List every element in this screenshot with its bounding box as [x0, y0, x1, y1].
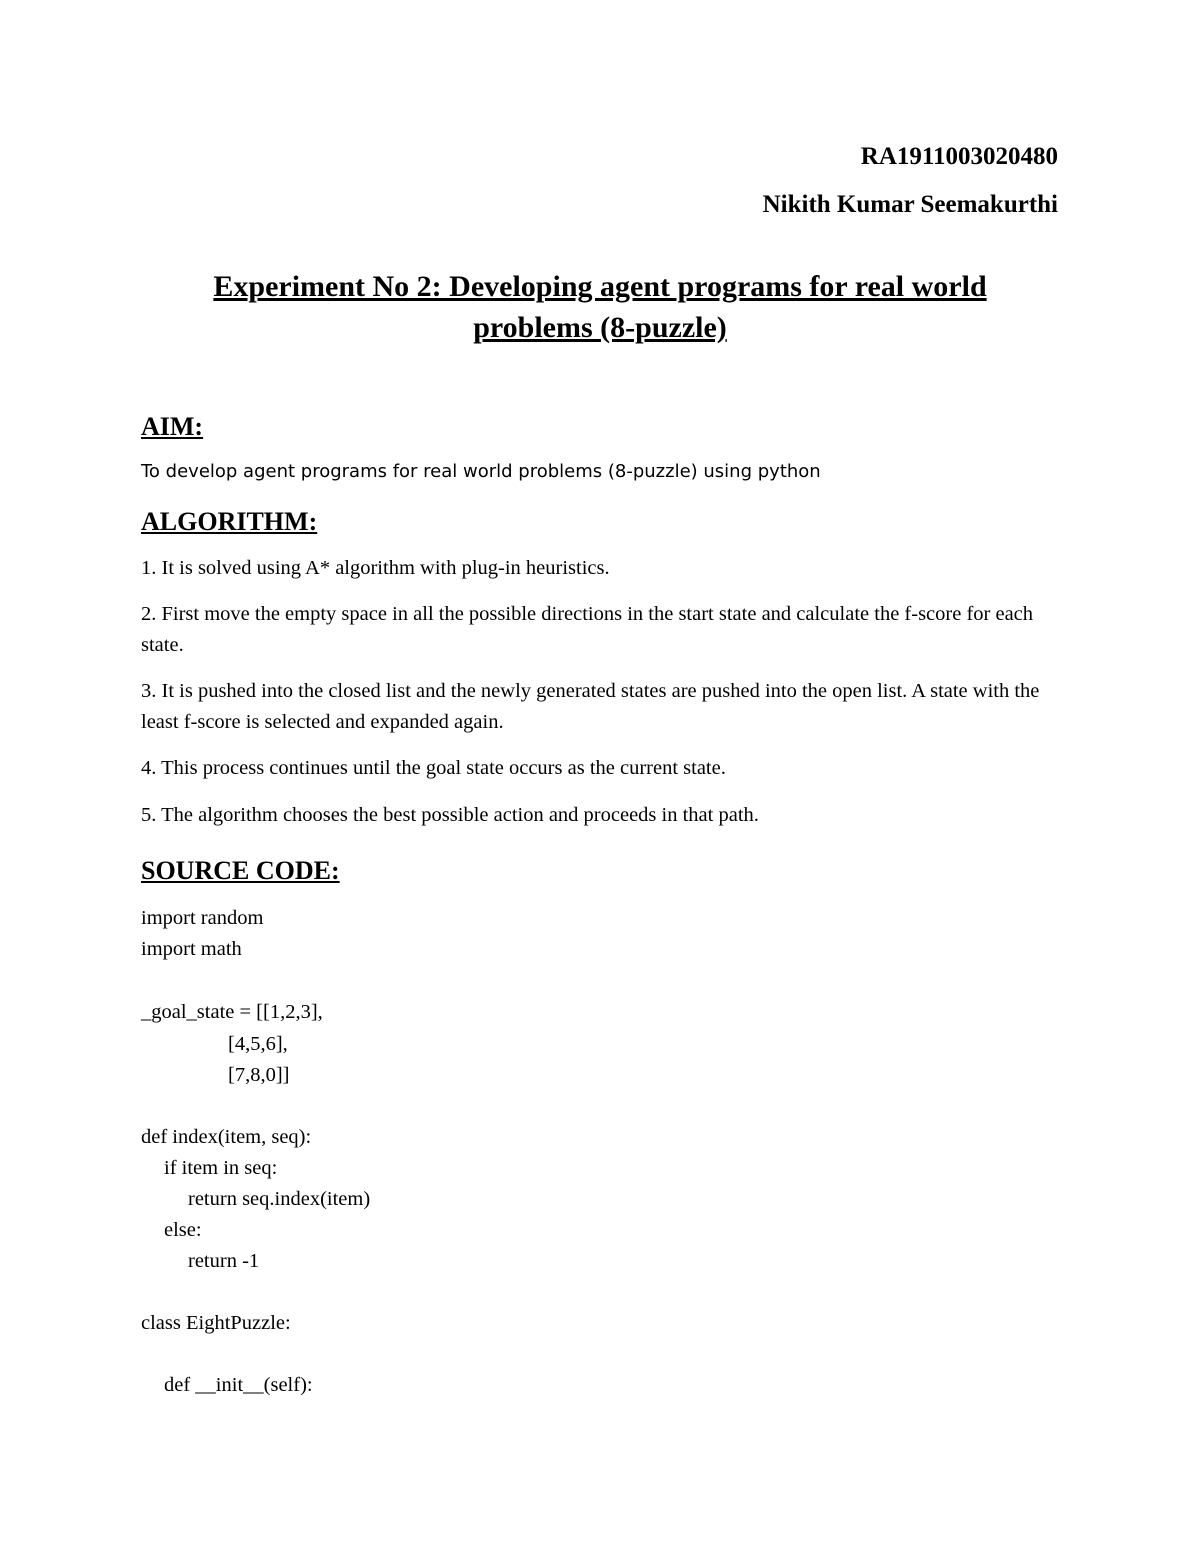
algorithm-step: 5. The algorithm chooses the best possible action and proceeds in that path. — [141, 804, 759, 826]
code-line: import random — [141, 907, 264, 929]
code-line: def index(item, seq): — [141, 1126, 312, 1148]
code-line: if item in seq: — [164, 1157, 278, 1179]
student-name: Nikith Kumar Seemakurthi — [762, 191, 1058, 218]
algorithm-step: 3. It is pushed into the closed list and the newly generated states are pushed into the open list. A state with the least f-score is selected and expanded again. — [141, 680, 1040, 733]
code-line: else: — [164, 1219, 202, 1241]
aim-heading: AIM: — [141, 412, 204, 441]
source-code-heading: SOURCE CODE: — [141, 856, 340, 885]
code-line: class EightPuzzle: — [141, 1312, 291, 1334]
code-line: [4,5,6], — [228, 1033, 288, 1055]
code-line: [7,8,0]] — [228, 1064, 290, 1086]
code-line: _goal_state = [[1,2,3], — [141, 1001, 323, 1023]
code-line: import math — [141, 938, 242, 960]
algorithm-step: 1. It is solved using A* algorithm with plug-in heuristics. — [141, 557, 610, 579]
aim-text: To develop agent programs for real world problems (8-puzzle) using python — [141, 461, 821, 482]
algorithm-step: 2. First move the empty space in all the possible directions in the start state and calculate the f-score for each state. — [141, 603, 1034, 656]
code-line: def __init__(self): — [164, 1374, 313, 1396]
code-line: return -1 — [188, 1250, 260, 1272]
algorithm-step: 4. This process continues until the goal state occurs as the current state. — [141, 757, 726, 779]
experiment-title-line-2: problems (8-puzzle) — [473, 311, 727, 344]
student-id: RA1911003020480 — [860, 143, 1058, 170]
code-line: return seq.index(item) — [188, 1188, 371, 1210]
algorithm-heading: ALGORITHM: — [141, 507, 318, 536]
experiment-title-line-1: Experiment No 2: Developing agent programs for real world — [213, 270, 987, 303]
